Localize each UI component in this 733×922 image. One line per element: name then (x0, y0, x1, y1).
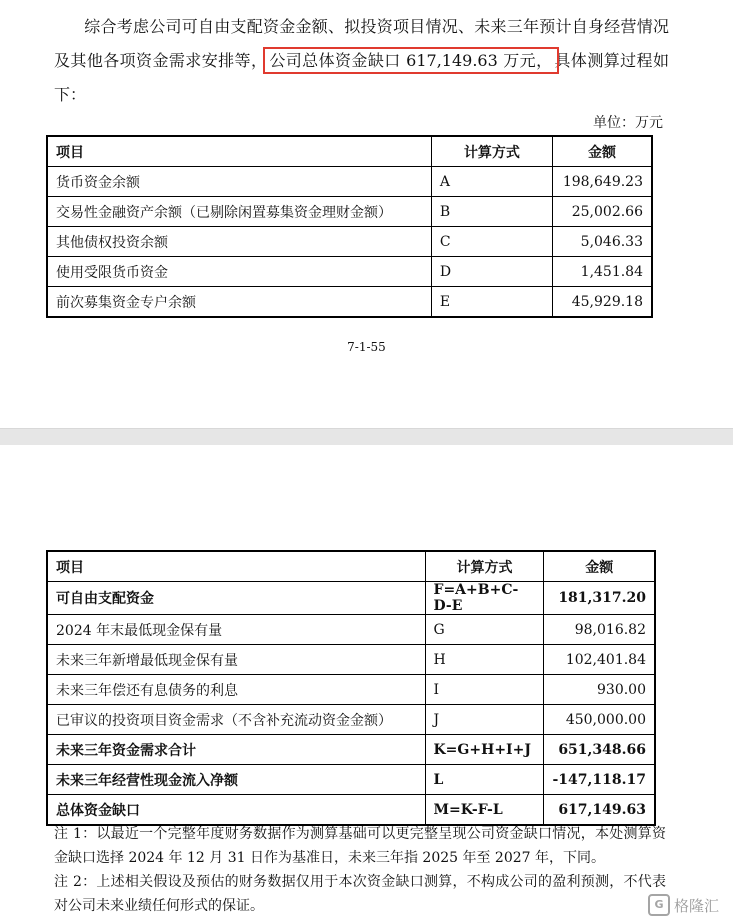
paragraph-text-after: 具体测算过程如下： (54, 51, 669, 104)
table-row (47, 705, 655, 735)
header-method: 计算方式 (431, 136, 552, 167)
intro-paragraph (54, 10, 669, 112)
table-row (47, 675, 655, 705)
table-row (47, 227, 652, 257)
row-method: K=G+H+I+J (425, 735, 544, 765)
row-method: L (425, 765, 544, 795)
row-item: 可自由支配资金 (47, 582, 425, 615)
row-item: 已审议的投资项目资金需求（不含补充流动资金金额） (47, 705, 425, 735)
page-number: 7-1-55 (347, 340, 386, 354)
table-row (47, 795, 655, 826)
row-method: J (425, 705, 544, 735)
footnote-1: 注 1：以最近一个完整年度财务数据作为测算基础可以更完整呈现公司资金缺口情况，本处测算资金缺口选择 2024 年 12 月 31 日作为基准日，未来三年指 2025 年至 2027 年，下同。 (54, 826, 666, 866)
row-item: 使用受限货币资金 (47, 257, 431, 287)
unit-label: 单位：万元 (593, 115, 663, 131)
row-method: E (431, 287, 552, 318)
table-row (47, 257, 652, 287)
row-item: 其他债权投资余额 (47, 227, 431, 257)
row-amount: 181,317.20 (544, 582, 655, 615)
row-amount: 98,016.82 (544, 615, 655, 645)
row-method: D (431, 257, 552, 287)
row-method: M=K-F-L (425, 795, 544, 826)
page-separator (0, 428, 733, 446)
watermark (648, 894, 719, 916)
row-item: 货币资金余额 (47, 167, 431, 197)
row-amount: 25,002.66 (553, 197, 653, 227)
funds-table-part2 (46, 550, 656, 826)
row-item: 总体资金缺口 (47, 795, 425, 826)
row-amount: 5,046.33 (553, 227, 653, 257)
table-row (47, 615, 655, 645)
paragraph-text-before: 综合考虑公司可自由支配资金金额、拟投资项目情况、未来三年预计自身经营情况及其他各项资金需求安排等， (54, 17, 669, 70)
row-method: F=A+B+C-D-E (425, 582, 544, 615)
row-item: 2024 年末最低现金保有量 (47, 615, 425, 645)
header-amount: 金额 (544, 551, 655, 582)
row-amount: 1,451.84 (553, 257, 653, 287)
row-amount: 450,000.00 (544, 705, 655, 735)
document-page-top (0, 0, 733, 428)
row-method: A (431, 167, 552, 197)
table-row (47, 167, 652, 197)
highlighted-funding-gap: 公司总体资金缺口 617,149.63 万元， (269, 51, 553, 70)
header-item: 项目 (47, 136, 431, 167)
table-row (47, 765, 655, 795)
row-item: 未来三年新增最低现金保有量 (47, 645, 425, 675)
table-row (47, 735, 655, 765)
row-item: 未来三年经营性现金流入净额 (47, 765, 425, 795)
row-method: H (425, 645, 544, 675)
row-amount: 617,149.63 (544, 795, 655, 826)
table-row (47, 287, 652, 318)
table-row (47, 582, 655, 615)
funds-table-part1 (46, 135, 653, 318)
row-amount: -147,118.17 (544, 765, 655, 795)
table-header-row (47, 551, 655, 582)
gelonghui-logo-icon: G (648, 894, 670, 916)
table-header-row (47, 136, 652, 167)
row-method: G (425, 615, 544, 645)
row-method: I (425, 675, 544, 705)
header-method: 计算方式 (425, 551, 544, 582)
table-row (47, 645, 655, 675)
row-item: 未来三年偿还有息债务的利息 (47, 675, 425, 705)
row-item: 交易性金融资产余额（已剔除闲置募集资金理财金额） (47, 197, 431, 227)
row-amount: 651,348.66 (544, 735, 655, 765)
header-item: 项目 (47, 551, 425, 582)
footnotes (54, 822, 666, 918)
row-amount: 45,929.18 (553, 287, 653, 318)
table-row (47, 197, 652, 227)
header-amount: 金额 (553, 136, 653, 167)
footnote-2: 注 2：上述相关假设及预估的财务数据仅用于本次资金缺口测算，不构成公司的盈利预测，不代表对公司未来业绩任何形式的保证。 (54, 874, 666, 914)
row-amount: 198,649.23 (553, 167, 653, 197)
row-method: B (431, 197, 552, 227)
row-amount: 930.00 (544, 675, 655, 705)
row-method: C (431, 227, 552, 257)
row-item: 未来三年资金需求合计 (47, 735, 425, 765)
row-amount: 102,401.84 (544, 645, 655, 675)
row-item: 前次募集资金专户余额 (47, 287, 431, 318)
watermark-text: 格隆汇 (673, 896, 719, 915)
